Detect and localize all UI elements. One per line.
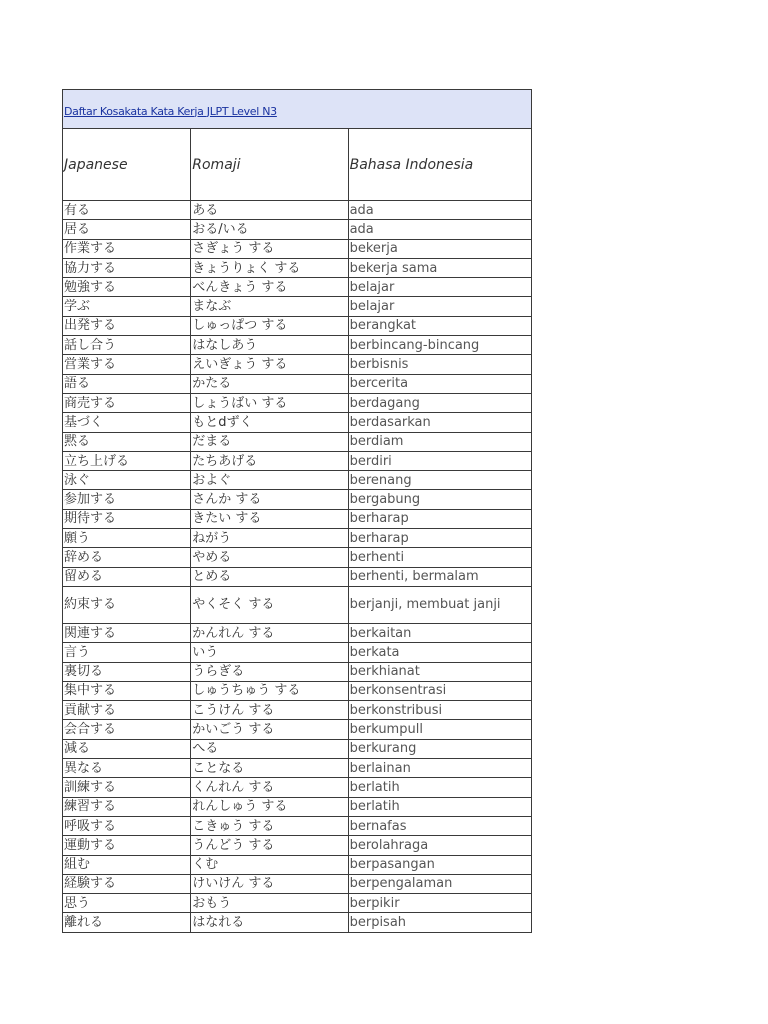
cell-indonesian: berlatih: [348, 778, 531, 797]
cell-japanese: 約束する: [63, 586, 191, 623]
table-row: [63, 894, 532, 913]
table-row: [63, 643, 532, 662]
cell-japanese: 語る: [63, 374, 191, 393]
cell-indonesian: berbincang-bincang: [348, 336, 531, 355]
cell-romaji: くむ: [191, 855, 348, 874]
cell-japanese: 思う: [63, 894, 191, 913]
cell-indonesian: berbisnis: [348, 355, 531, 374]
cell-japanese: 留める: [63, 567, 191, 586]
table-row: [63, 258, 532, 277]
table-row: [63, 278, 532, 297]
table-title-cell: [63, 90, 532, 129]
cell-indonesian: berharap: [348, 509, 531, 528]
cell-japanese: 泳ぐ: [63, 471, 191, 490]
cell-indonesian: berkhianat: [348, 662, 531, 681]
cell-japanese: 減る: [63, 739, 191, 758]
cell-romaji: しゅうちゅう する: [191, 681, 348, 700]
cell-japanese: 関連する: [63, 623, 191, 642]
cell-japanese: 立ち上げる: [63, 451, 191, 470]
cell-romaji: けいけん する: [191, 874, 348, 893]
cell-japanese: 呼吸する: [63, 816, 191, 835]
cell-romaji: くんれん する: [191, 778, 348, 797]
cell-romaji: こうけん する: [191, 701, 348, 720]
cell-indonesian: bekerja: [348, 239, 531, 258]
cell-japanese: 裏切る: [63, 662, 191, 681]
cell-romaji: うんどう する: [191, 836, 348, 855]
cell-romaji: いう: [191, 643, 348, 662]
cell-romaji: ある: [191, 201, 348, 220]
table-row: [63, 355, 532, 374]
cell-romaji: おもう: [191, 894, 348, 913]
table-row: [63, 836, 532, 855]
cell-japanese: 運動する: [63, 836, 191, 855]
table-row: [63, 201, 532, 220]
cell-romaji: かたる: [191, 374, 348, 393]
cell-romaji: ことなる: [191, 759, 348, 778]
cell-romaji: はなしあう: [191, 336, 348, 355]
table-row: [63, 471, 532, 490]
cell-indonesian: ada: [348, 220, 531, 239]
cell-romaji: しゅっぱつ する: [191, 316, 348, 335]
cell-indonesian: berdasarkan: [348, 413, 531, 432]
cell-japanese: 言う: [63, 643, 191, 662]
table-row: [63, 855, 532, 874]
cell-japanese: 異なる: [63, 759, 191, 778]
cell-japanese: 訓練する: [63, 778, 191, 797]
table-row: [63, 797, 532, 816]
cell-indonesian: belajar: [348, 297, 531, 316]
table-row: [63, 778, 532, 797]
cell-romaji: まなぶ: [191, 297, 348, 316]
table-title-link[interactable]: Daftar Kosakata Kata Kerja JLPT Level N3: [64, 104, 277, 118]
cell-indonesian: berkaitan: [348, 623, 531, 642]
table-row: [63, 529, 532, 548]
cell-indonesian: berkonsentrasi: [348, 681, 531, 700]
cell-romaji: だまる: [191, 432, 348, 451]
table-row: [63, 913, 532, 932]
cell-indonesian: berolahraga: [348, 836, 531, 855]
cell-romaji: こきゅう する: [191, 816, 348, 835]
cell-indonesian: berdiam: [348, 432, 531, 451]
cell-japanese: 出発する: [63, 316, 191, 335]
cell-romaji: さぎょう する: [191, 239, 348, 258]
table-row: [63, 567, 532, 586]
cell-japanese: 話し合う: [63, 336, 191, 355]
cell-romaji: うらぎる: [191, 662, 348, 681]
table-row: [63, 816, 532, 835]
cell-romaji: もとdずく: [191, 413, 348, 432]
cell-romaji: やめる: [191, 548, 348, 567]
cell-indonesian: berkurang: [348, 739, 531, 758]
cell-romaji: べんきょう する: [191, 278, 348, 297]
table-row: [63, 739, 532, 758]
cell-japanese: 期待する: [63, 509, 191, 528]
cell-japanese: 勉強する: [63, 278, 191, 297]
cell-romaji: おる/いる: [191, 220, 348, 239]
cell-indonesian: berangkat: [348, 316, 531, 335]
table-row: [63, 490, 532, 509]
table-row: [63, 393, 532, 412]
table-row: [63, 374, 532, 393]
cell-romaji: えいぎょう する: [191, 355, 348, 374]
cell-indonesian: berlainan: [348, 759, 531, 778]
cell-japanese: 基づく: [63, 413, 191, 432]
table-row: [63, 662, 532, 681]
cell-indonesian: berenang: [348, 471, 531, 490]
table-row: [63, 432, 532, 451]
cell-indonesian: ada: [348, 201, 531, 220]
cell-indonesian: berlatih: [348, 797, 531, 816]
table-row: [63, 874, 532, 893]
cell-romaji: れんしゅう する: [191, 797, 348, 816]
cell-indonesian: berdiri: [348, 451, 531, 470]
cell-japanese: 会合する: [63, 720, 191, 739]
cell-romaji: ねがう: [191, 529, 348, 548]
vocab-table: [62, 89, 532, 933]
table-row: [63, 623, 532, 642]
table-row: [63, 239, 532, 258]
cell-indonesian: berjanji, membuat janji: [348, 586, 531, 623]
cell-indonesian: bergabung: [348, 490, 531, 509]
table-row: [63, 451, 532, 470]
cell-indonesian: berpengalaman: [348, 874, 531, 893]
cell-japanese: 願う: [63, 529, 191, 548]
cell-indonesian: berdagang: [348, 393, 531, 412]
cell-romaji: しょうばい する: [191, 393, 348, 412]
cell-indonesian: berkata: [348, 643, 531, 662]
cell-romaji: かんれん する: [191, 623, 348, 642]
table-header-row: [63, 129, 532, 201]
table-row: [63, 548, 532, 567]
cell-japanese: 作業する: [63, 239, 191, 258]
cell-japanese: 協力する: [63, 258, 191, 277]
table-body: [63, 90, 532, 933]
cell-japanese: 有る: [63, 201, 191, 220]
cell-japanese: 集中する: [63, 681, 191, 700]
cell-indonesian: bekerja sama: [348, 258, 531, 277]
table-row: [63, 316, 532, 335]
table-row: [63, 509, 532, 528]
header-romaji: Romaji: [191, 129, 348, 201]
cell-indonesian: berpasangan: [348, 855, 531, 874]
cell-indonesian: berharap: [348, 529, 531, 548]
cell-indonesian: berhenti: [348, 548, 531, 567]
cell-japanese: 黙る: [63, 432, 191, 451]
cell-romaji: かいごう する: [191, 720, 348, 739]
cell-japanese: 経験する: [63, 874, 191, 893]
cell-romaji: たちあげる: [191, 451, 348, 470]
table-row: [63, 759, 532, 778]
cell-indonesian: belajar: [348, 278, 531, 297]
table-row: [63, 297, 532, 316]
table-title-row: [63, 90, 532, 129]
cell-indonesian: berhenti, bermalam: [348, 567, 531, 586]
table-row: [63, 720, 532, 739]
cell-romaji: きたい する: [191, 509, 348, 528]
cell-japanese: 営業する: [63, 355, 191, 374]
cell-japanese: 組む: [63, 855, 191, 874]
cell-romaji: とめる: [191, 567, 348, 586]
cell-indonesian: berpikir: [348, 894, 531, 913]
cell-romaji: やくそく する: [191, 586, 348, 623]
cell-indonesian: berkumpull: [348, 720, 531, 739]
cell-japanese: 練習する: [63, 797, 191, 816]
cell-romaji: きょうりょく する: [191, 258, 348, 277]
header-indonesian: Bahasa Indonesia: [348, 129, 531, 201]
table-row: [63, 586, 532, 623]
cell-romaji: はなれる: [191, 913, 348, 932]
table-row: [63, 413, 532, 432]
cell-japanese: 貢献する: [63, 701, 191, 720]
cell-indonesian: berpisah: [348, 913, 531, 932]
cell-japanese: 商売する: [63, 393, 191, 412]
cell-japanese: 学ぶ: [63, 297, 191, 316]
header-japanese: Japanese: [63, 129, 191, 201]
cell-japanese: 居る: [63, 220, 191, 239]
table-row: [63, 220, 532, 239]
table-row: [63, 701, 532, 720]
table-row: [63, 336, 532, 355]
cell-indonesian: bernafas: [348, 816, 531, 835]
cell-indonesian: berkonstribusi: [348, 701, 531, 720]
cell-japanese: 辞める: [63, 548, 191, 567]
cell-japanese: 離れる: [63, 913, 191, 932]
cell-indonesian: bercerita: [348, 374, 531, 393]
cell-romaji: へる: [191, 739, 348, 758]
table-row: [63, 681, 532, 700]
cell-romaji: およぐ: [191, 471, 348, 490]
cell-romaji: さんか する: [191, 490, 348, 509]
cell-japanese: 参加する: [63, 490, 191, 509]
